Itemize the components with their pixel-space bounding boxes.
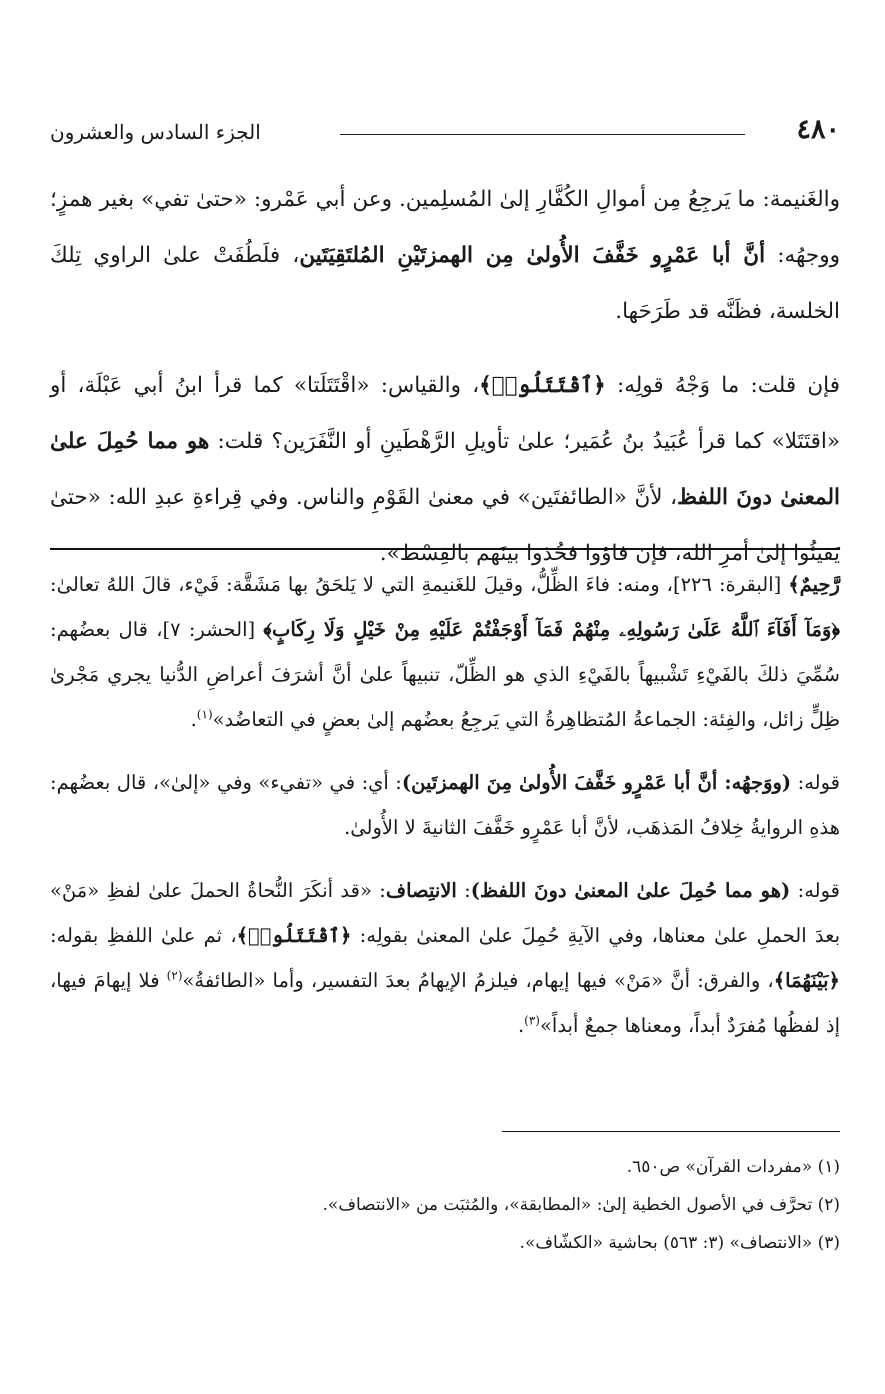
footnote-2: (٢) تحرَّف في الأصول الخطية إلىٰ: «المطابقة»، والمُثبَت من «الانتصاف».: [322, 1195, 840, 1215]
quran-quote: ﴿ٱقْتَتَلُوا۟﴾: [236, 924, 352, 947]
page-header: [50, 112, 840, 152]
main-text: [50, 172, 840, 582]
commentary-p3-text-5: ، والفرق: أنَّ «مَنْ» فيها إيهام، فيلزمُ الإيهامُ بعدَ التفسير، وأما «الطائفةُ»: [182, 969, 774, 992]
footnote-marker: (٢): [166, 968, 183, 983]
commentary-p3-text-1: قوله:: [790, 879, 841, 902]
main-p1-text-1: والغَنيمة: ما يَرجِعُ مِن أموالِ الكُفَّارِ إلىٰ المُسلِمين. وعن أبي عَمْرو: «حتىٰ تفي» بغير همزٍ؛ ووجهُه:: [50, 187, 840, 268]
commentary-p1-text-2: [الحشر: ٧]، قال بعضُهم: سُمِّيَ ذلكَ بالفَيْءِ تَشْبيهاً بالفَيْءِ الذي هو الظِّلّ، تنبيهاً علىٰ أنَّ أشرَفَ أعراضِ الدُّنيا يجري مَجْرىٰ ظِلٍّ زائل، والفِئة: الجماعةُ المُتظاهِرةُ التي يَرجِعُ بعضُهم إلىٰ بعضٍ في التعاضُد»: [50, 618, 840, 731]
quran-quote: رَّحِيمٌ﴾: [788, 573, 840, 596]
commentary-p1-text-3: .: [190, 708, 197, 731]
commentary-p3-text-7: .: [517, 1014, 525, 1037]
main-paragraph-1: [50, 172, 840, 340]
main-p2-text-3: ، لأنَّ «الطائفتَين» في معنىٰ القَوْمِ والناس. وفي قِراءةِ عبدِ الله: «حتىٰ يَفيئُوا إلىٰ أمرِ الله، فإن فاؤوا فخُذوا بينَهم بالقِسْط».: [50, 485, 840, 566]
commentary-p2-bold-lemma: (ووَجهُه: أنَّ أبا عَمْرٍو خَفَّفَ الأُولىٰ مِنَ الهمزتَين): [401, 771, 792, 794]
footnote-1: (١) «مفردات القرآن» ص٦٥٠.: [626, 1157, 840, 1177]
commentary-p2-text-2: : أي: في «تفيء» وفي «إلىٰ»، قال بعضُهم: هذهِ الروايةُ خِلافُ المَذهَب، لأنَّ أبا عَمْرٍو خَفَّفَ الثانيةَ لا الأُولىٰ.: [50, 771, 840, 839]
commentary-p3-text-4: ، ثم علىٰ اللفظِ بقوله:: [50, 924, 237, 947]
commentary-p3-bold-lemma: (هو مما حُمِلَ علىٰ المعنىٰ دونَ اللفظ): [470, 879, 791, 902]
commentary-p3-text-6: فلا إيهامَ فيها، إذ لفظُها مُفرَدٌ أبداً، ومعناها جمعٌ أبداً»: [50, 969, 840, 1037]
main-p2-bold-quote: هو مما حُمِلَ علىٰ المعنىٰ دونَ اللفظ: [50, 429, 840, 510]
quran-quote: ﴿وَمَآ أَفَآءَ ٱللَّهُ عَلَىٰ رَسُولِهِۦ مِنْهُمْ فَمَآ أَوْجَفْتُمْ عَلَيْهِ مِنْ خَيْلٍ وَلَا رِكَابٍ﴾: [263, 618, 840, 641]
commentary-paragraph-2: [50, 760, 840, 850]
commentary-p1-text-1: [البقرة: ٢٢٦]، ومنه: فاءَ الظِّلُّ، وقيلَ للغَنيمةِ التي لا يَلحَقُ بها مَشَقَّة: فَيْء، قالَ اللهُ تعالىٰ:: [50, 573, 789, 596]
commentary-text: [50, 562, 840, 1048]
running-title: الجزء السادس والعشرون: [50, 120, 261, 144]
footnotes: [50, 1148, 840, 1262]
footnote-divider: [502, 1131, 840, 1132]
commentary-p2-text-1: قوله:: [791, 771, 840, 794]
footnote-marker: (١): [196, 707, 213, 722]
main-p2-text-1: فإن قلت: ما وَجْهُ قولِه:: [605, 373, 841, 398]
source-name: الانتِصاف: [385, 879, 457, 902]
quran-quote: ﴿بَيْنَهُمَا﴾: [773, 969, 840, 992]
commentary-p3-text-3: : «قد أنكَرَ النُّحاةُ الحملَ علىٰ لفظِ «مَنْ» بعدَ الحملِ علىٰ معناها، وفي الآيةِ حُمِلَ علىٰ المعنىٰ بقولِه:: [50, 879, 840, 947]
main-p2-text-2: ، والقياس: «اقْتَتَلَتا» كما قرأ ابنُ أبي عَبْلَة، أو «اقتَتَلا» كما قرأ عُبَيدُ بنُ عُمَير؛ علىٰ تأويلِ الرَّهْطَينِ أو النَّفَرَين؟ قلت:: [50, 373, 840, 454]
commentary-p3-text-2: :: [456, 879, 471, 902]
footnote-3: (٣) «الانتصاف» (٣: ٥٦٣) بحاشية «الكشّاف».: [519, 1233, 840, 1253]
header-divider: [340, 134, 745, 135]
section-divider: [50, 548, 840, 550]
footnote-marker: (٣): [524, 1013, 540, 1028]
commentary-paragraph-1: [50, 562, 840, 742]
main-p1-text-2: ، فلَطُفَتْ علىٰ الراوي تِلكَ الخلسة، فظَنَّه قد طَرَحَها.: [50, 243, 840, 324]
page-number: ٤٨٠: [796, 114, 840, 145]
commentary-paragraph-3: [50, 868, 840, 1048]
quran-quote: ﴿ٱقْتَتَلُوا۟﴾: [479, 373, 606, 398]
main-p1-bold-quote: أنَّ أبا عَمْرٍو خَفَّفَ الأُولىٰ مِن الهمزتَيْنِ المُلتَقِيَتَين: [299, 243, 766, 268]
